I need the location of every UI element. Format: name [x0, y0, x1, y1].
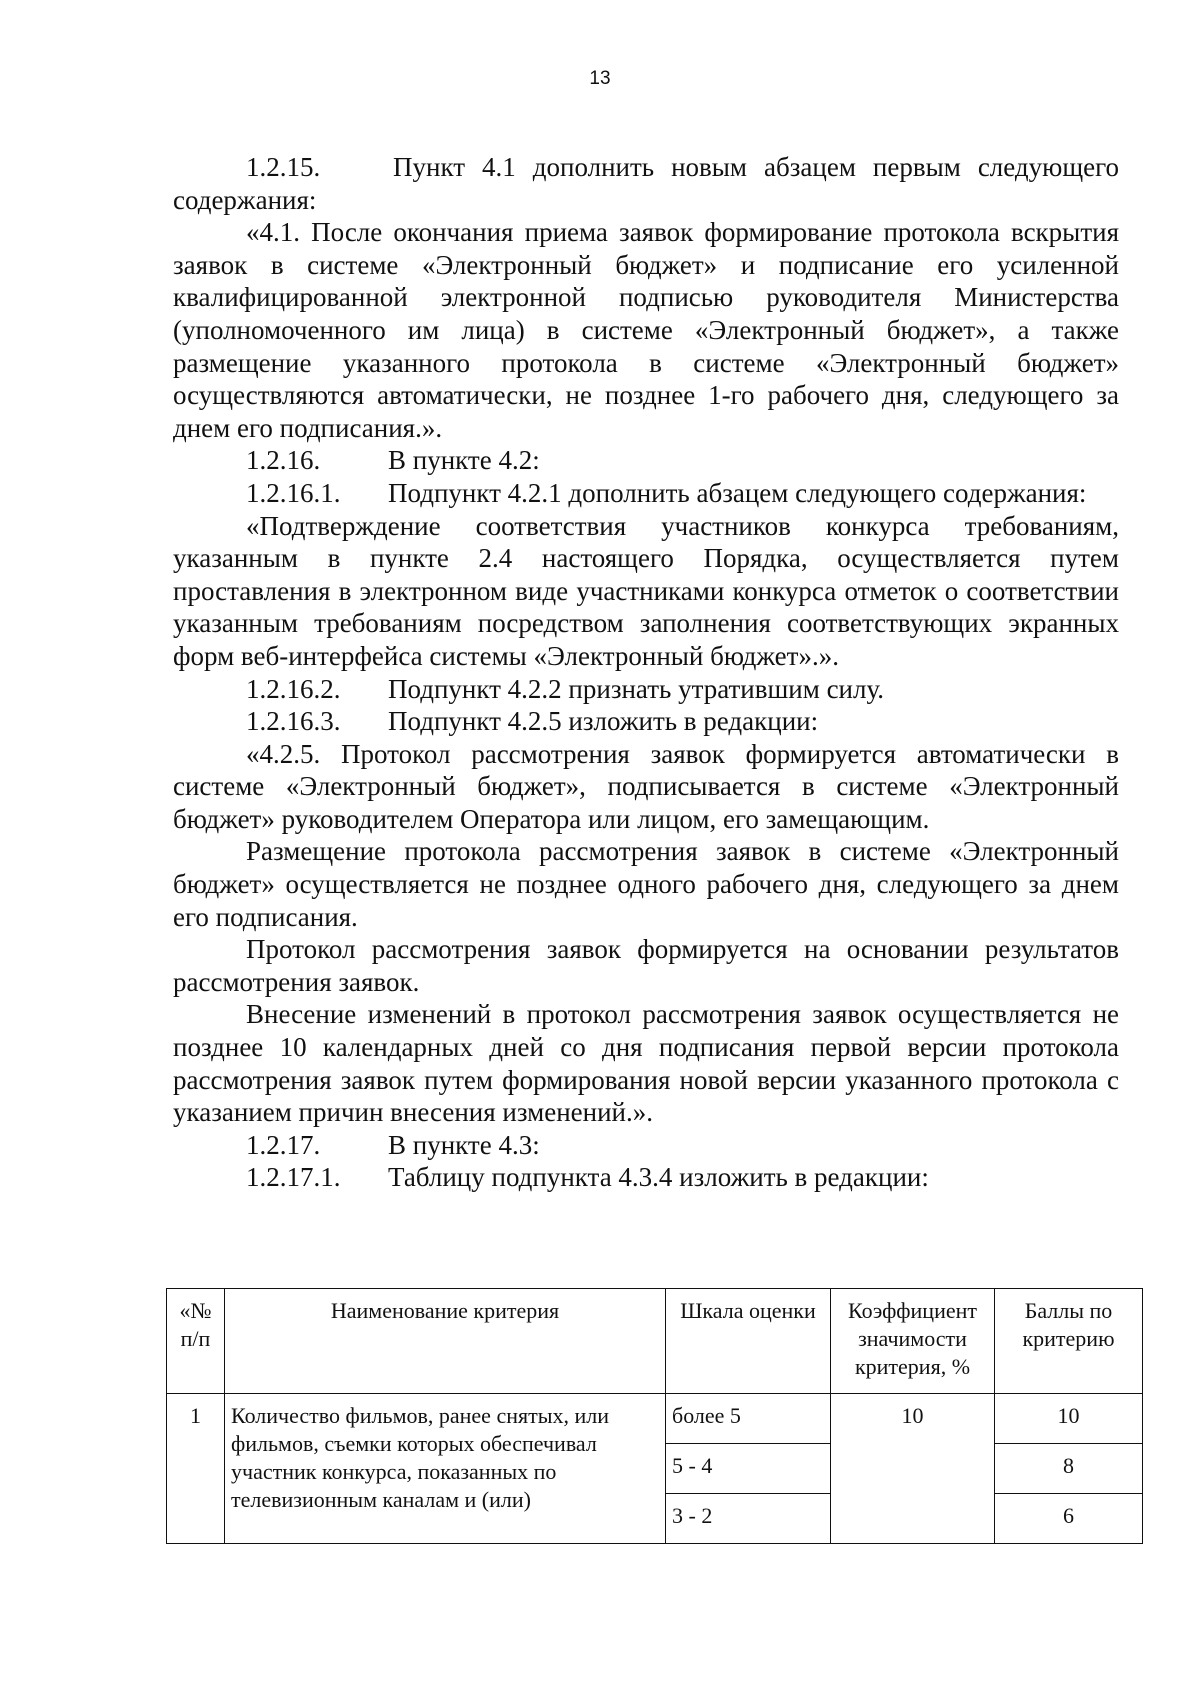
row-number: 1: [167, 1394, 225, 1544]
column-header-criterion: Наименование критерия: [225, 1289, 666, 1394]
paragraph-text: Подпункт 4.2.5 изложить в редакции:: [388, 706, 819, 737]
clause-number: 1.2.16.3.: [246, 706, 341, 737]
paragraph: «4.1. После окончания приема заявок формирование протокола вскрытия заявок в системе «Электронный бюджет» и подписание его усиленной квалифицированной электронной подписью руководителя Министерства (уполномоченного им лица) в системе «Электронный бюджет», а также размещение указанного протокола в системе «Электронный бюджет» осуществляются автоматически, не позднее 1-го рабочего дня, следующего за днем его подписания.».: [173, 217, 1119, 443]
column-header-coefficient: Коэффициент значимости критерия, %: [831, 1289, 995, 1394]
paragraph: [173, 1129, 1119, 1162]
page-number: 13: [589, 68, 611, 89]
column-header-number: «№ п/п: [167, 1289, 225, 1394]
paragraph: «4.2.5. Протокол рассмотрения заявок формируется автоматически в системе «Электронный бюджет», подписывается в системе «Электронный бюджет» руководителем Оператора или лицом, его замещающим.: [173, 738, 1119, 834]
paragraph: [173, 673, 1119, 706]
scale-cell: более 5: [666, 1394, 831, 1444]
paragraph-text: Пункт 4.1 дополнить новым абзацем первым следующего содержания:: [173, 152, 1119, 215]
paragraph: Внесение изменений в протокол рассмотрения заявок осуществляется не позднее 10 календарных дней со дня подписания первой версии протокола рассмотрения заявок путем формирования новой версии указанного протокола с указанием причин внесения изменений.».: [173, 999, 1119, 1128]
scale-cell: 3 - 2: [666, 1494, 831, 1544]
paragraph-text: Подпункт 4.2.1 дополнить абзацем следующего содержания:: [388, 477, 1087, 508]
clause-number: 1.2.16.2.: [246, 673, 341, 704]
paragraph: [173, 151, 1119, 216]
paragraph-text: В пункте 4.3:: [388, 1129, 540, 1160]
paragraph-text: Подпункт 4.2.2 признать утратившим силу.: [388, 673, 885, 704]
table-row: [167, 1394, 1143, 1444]
clause-number: 1.2.15.: [246, 152, 321, 182]
paragraph-text: Таблицу подпункта 4.3.4 изложить в редакции:: [388, 1162, 929, 1193]
paragraph: [173, 477, 1119, 510]
clause-number: 1.2.17.: [246, 1129, 321, 1160]
points-cell: 8: [995, 1444, 1143, 1494]
clause-number: 1.2.17.1.: [246, 1162, 341, 1193]
paragraph: [173, 705, 1119, 738]
paragraph-text: В пункте 4.2:: [388, 445, 540, 476]
paragraph: Протокол рассмотрения заявок формируется на основании результатов рассмотрения заявок.: [173, 934, 1119, 997]
table-header-row: [167, 1289, 1143, 1394]
paragraph: Размещение протокола рассмотрения заявок в системе «Электронный бюджет» осуществляется не позднее одного рабочего дня, следующего за днем его подписания.: [173, 836, 1119, 932]
paragraph: «Подтверждение соответствия участников конкурса требованиям, указанным в пункте 2.4 настоящего Порядка, осуществляется путем проставления в электронном виде участниками конкурса отметок о соответствии указанным требованиям посредством заполнения соответствующих экранных форм веб-интерфейса системы «Электронный бюджет».».: [173, 510, 1119, 671]
criterion-name: Количество фильмов, ранее снятых, или фильмов, съемки которых обеспечивал участник конкурса, показанных по телевизионным каналам и (или): [225, 1394, 666, 1544]
clause-number: 1.2.16.: [246, 445, 321, 476]
clause-number: 1.2.16.1.: [246, 477, 341, 508]
column-header-points: Баллы по критерию: [995, 1289, 1143, 1394]
paragraph: [173, 1161, 1119, 1194]
points-cell: 6: [995, 1494, 1143, 1544]
criteria-table: [166, 1288, 1143, 1544]
points-cell: 10: [995, 1394, 1143, 1444]
document-body: [173, 151, 1119, 1194]
paragraph: [173, 444, 1119, 477]
scale-cell: 5 - 4: [666, 1444, 831, 1494]
coefficient-cell: 10: [831, 1394, 995, 1544]
column-header-scale: Шкала оценки: [666, 1289, 831, 1394]
